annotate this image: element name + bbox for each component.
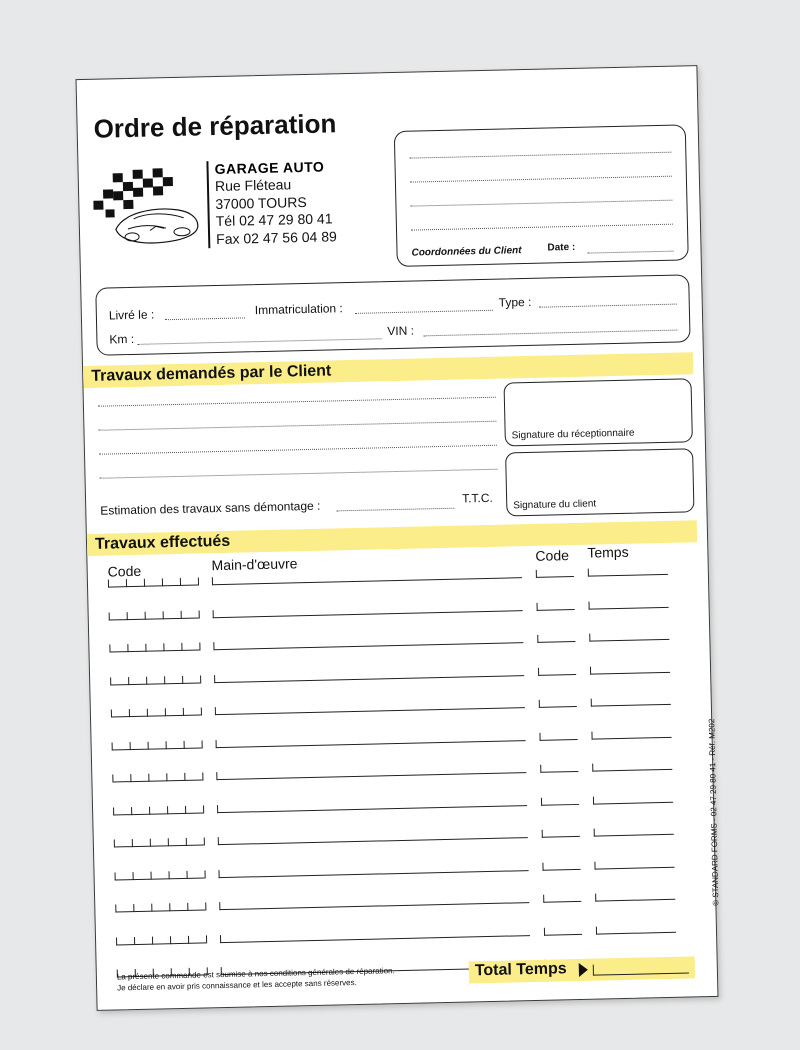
requested-line-3[interactable] [99,445,497,455]
signature-receptionnaire-label: Signature du réceptionnaire [511,427,635,442]
garage-street: Rue Fléteau [214,176,292,195]
code-cell[interactable] [110,675,200,685]
date-field[interactable] [588,251,674,254]
garage-phone: Tél 02 47 29 80 41 [215,210,333,230]
code-cell[interactable] [114,837,204,847]
code-cell[interactable] [113,805,203,815]
code2-field[interactable] [537,634,575,643]
client-coordinates-label: Coordonnées du Client [411,245,522,259]
garage-city: 37000 TOURS [215,193,307,212]
main-oeuvre-field[interactable] [214,668,524,683]
temps-field[interactable] [596,924,676,934]
code2-column-header: Code [535,547,570,564]
requested-line-2[interactable] [98,421,496,431]
section-requested-header: Travaux demandés par le Client [83,352,693,388]
client-coordinates-box[interactable] [394,124,689,267]
main-oeuvre-field[interactable] [215,700,525,715]
requested-line-4[interactable] [100,469,498,479]
requested-line-1[interactable] [98,397,496,407]
code-cell[interactable] [112,772,202,782]
temps-column-header: Temps [587,543,629,561]
main-oeuvre-field[interactable] [219,895,529,910]
main-oeuvre-field[interactable] [220,928,530,943]
client-line-2[interactable] [410,176,672,183]
total-temps-label: Total Temps [474,960,567,980]
date-label: Date : [547,241,576,254]
estimation-field[interactable] [336,508,454,512]
vin-label: VIN : [387,323,415,339]
type-label: Type : [498,294,532,310]
type-field[interactable] [539,304,677,308]
code-cell[interactable] [109,610,199,620]
main-oeuvre-field[interactable] [218,863,528,878]
signature-receptionnaire-box[interactable] [504,378,693,446]
code2-field[interactable] [539,731,577,740]
vehicle-info-box [95,274,690,355]
code2-field[interactable] [542,861,580,870]
garage-address-block [206,158,337,248]
main-oeuvre-field[interactable] [213,635,523,650]
arrow-right-icon [579,963,588,977]
temps-field[interactable] [591,729,671,739]
km-label: Km : [109,331,135,347]
estimation-label: Estimation des travaux sans démontage : [100,498,321,518]
code2-field[interactable] [536,601,574,610]
code-cell[interactable] [116,935,206,945]
temps-field[interactable] [595,892,675,902]
garage-fax: Fax 02 47 56 04 89 [215,227,337,247]
footer-line-1: La présente commande est soumise à nos conditions générales de réparation. [116,966,395,982]
checkered-flag-car-logo-icon [93,165,203,251]
temps-field[interactable] [589,632,669,642]
main-oeuvre-field[interactable] [216,765,526,780]
code2-field[interactable] [542,829,580,838]
code2-field[interactable] [539,699,577,708]
main-oeuvre-field[interactable] [218,830,528,845]
code2-field[interactable] [543,894,581,903]
temps-field[interactable] [590,664,670,674]
client-line-3[interactable] [410,200,672,207]
temps-field[interactable] [594,859,674,869]
main-oeuvre-field[interactable] [212,570,522,585]
temps-field[interactable] [591,697,671,707]
temps-field[interactable] [593,794,673,804]
works-table-rows [77,66,697,80]
signature-client-box[interactable] [505,448,694,516]
code-cell[interactable] [108,578,198,588]
client-line-4[interactable] [411,224,673,231]
total-temps-band [469,956,695,983]
code-cell[interactable] [112,740,202,750]
vin-field[interactable] [423,330,677,337]
code2-field[interactable] [541,796,579,805]
total-temps-field[interactable] [593,962,689,975]
temps-field[interactable] [588,599,668,609]
client-line-1[interactable] [409,152,671,159]
code2-field[interactable] [540,764,578,773]
main-oeuvre-field[interactable] [216,733,526,748]
ttc-label: T.T.C. [461,490,493,506]
code-cell[interactable] [109,643,199,653]
main-oeuvre-field[interactable] [213,603,523,618]
immatriculation-field[interactable] [355,310,493,314]
temps-field[interactable] [588,567,668,577]
livre-field[interactable] [165,317,245,320]
code-cell[interactable] [111,707,201,717]
section-done-header: Travaux effectués [87,520,697,556]
km-field[interactable] [138,338,382,345]
main-oeuvre-field[interactable] [217,798,527,813]
repair-order-sheet [76,65,719,1011]
code2-field[interactable] [544,926,582,935]
garage-name: GARAGE AUTO [214,158,325,178]
temps-field[interactable] [592,762,672,772]
code-cell[interactable] [115,870,205,880]
code2-field[interactable] [536,569,574,578]
temps-field[interactable] [594,827,674,837]
signature-client-label: Signature du client [513,498,597,512]
main-oeuvre-column-header: Main-d'œuvre [211,555,298,574]
code-cell[interactable] [115,902,205,912]
livre-label: Livré le : [108,307,155,323]
footer-line-2: Je déclare en avoir pris connaissance et les accepte sans réserves. [117,978,357,993]
side-reference-text: © STANDARD FORMS - 02 47 29 80 41 - Réf. M202 [707,718,721,906]
immatriculation-label: Immatriculation : [254,301,343,318]
code2-field[interactable] [538,666,576,675]
code-column-header: Code [107,562,142,580]
form-title: Ordre de réparation [93,108,337,144]
